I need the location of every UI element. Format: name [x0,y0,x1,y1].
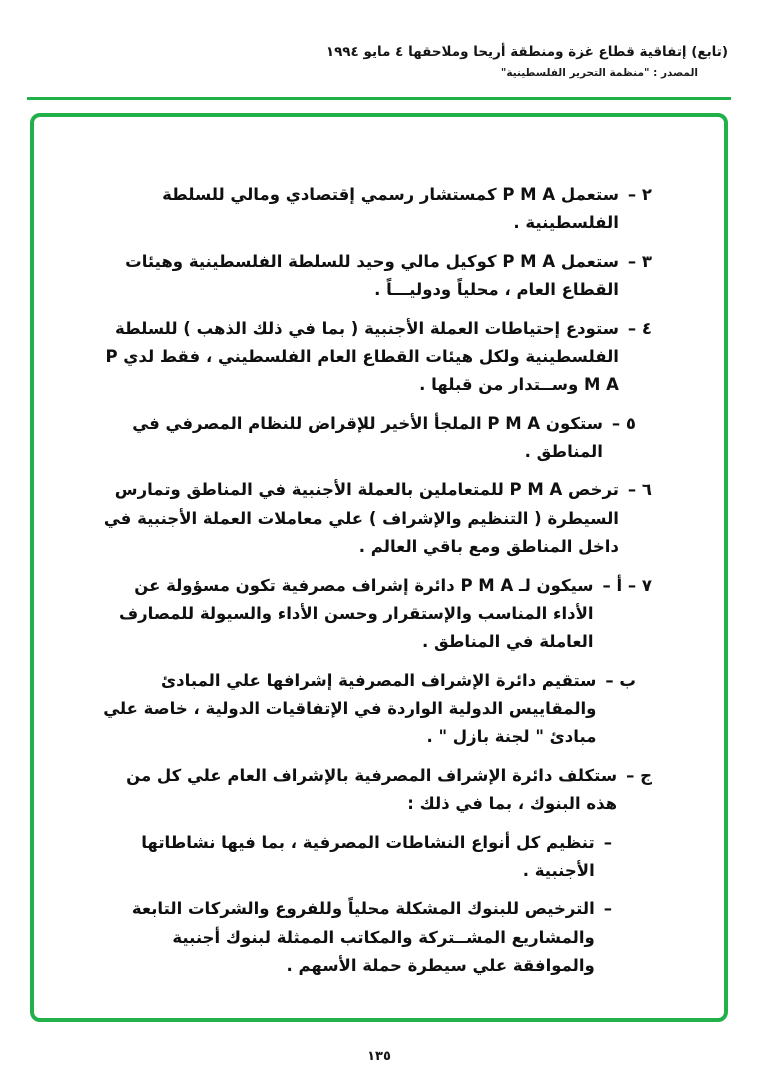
list-item [90,248,652,305]
item-marker: ٥ – [611,413,636,433]
item-text: تنظيم كل أنواع النشاطات المصرفية ، بما فيها نشاطاتها الأجنبية . [141,832,595,880]
item-marker: ج – [626,765,652,785]
item-marker: ب – [605,670,636,690]
bullet-dash: – [603,899,612,919]
item-text: ستودع إحتياطات العملة الأجنبية ( بما في ذلك الذهب ) للسلطة الفلسطينية ولكل هيئات القطاع العام الفلسطيني ، فقط لدي P M A وســتدار من قبلها . [105,318,619,395]
page-number: ١٣٥ [367,1049,391,1064]
document-header [30,44,728,79]
document-title: (تابع) إتفاقية قطاع غزة ومنطقة أريحا وملاحقها ٤ مايو ١٩٩٤ [325,44,728,60]
list-item [90,895,612,980]
item-marker: ٤ – [627,318,652,338]
item-marker: ٧ – أ – [602,575,652,595]
list-item [90,181,652,238]
item-text: الترخيص للبنوك المشكلة محلياً وللفروع والشركات التابعة والمشاريع المشــتركة والمكاتب الممثلة لبنوك أجنبية والموافقة علي سيطرة حملة الأسهم . [131,899,595,975]
list-item [90,410,636,467]
item-text: ستكلف دائرة الإشراف المصرفية بالإشراف العام علي كل من هذه البنوك ، بما في ذلك : [126,765,618,814]
item-text: ستعمل P M A كوكيل مالي وحيد للسلطة الفلسطينية وهيئات القطاع العام ، محلياً ودوليـــاً . [125,251,619,300]
item-text: ستكون P M A الملجأ الأخير للإقراض للنظام المصرفي في المناطق . [132,413,603,461]
item-marker: ٣ – [627,251,652,271]
document-source: المصدر : "منظمة التحرير الفلسطينية" [500,67,698,79]
header-divider [27,97,731,100]
list-item [90,762,652,819]
list-item [90,572,652,657]
item-marker: ٦ – [627,480,652,500]
item-text: ترخص P M A للمتعاملين بالعملة الأجنبية في المناطق وتمارس السيطرة ( التنظيم والإشراف ) علي معاملات العملة الأجنبية في داخل المناطق ومع باقي العالم . [103,480,619,557]
document-body [90,181,652,990]
list-item [90,829,612,886]
list-item [90,667,636,752]
content-border-box [30,113,728,1022]
item-text: سيكون لـ P M A دائرة إشراف مصرفية تكون مسؤولة عن الأداء المناسب والإستقرار وحسن الأداء والسيولة للمصارف العاملة في المناطق . [118,575,594,652]
list-item [90,315,652,400]
list-item [90,476,652,561]
item-text: ستعمل P M A كمستشار رسمي إقتصادي ومالي للسلطة الفلسطينية . [162,185,619,233]
bullet-dash: – [603,832,612,852]
item-marker: ٢ – [627,185,652,204]
item-text: ستقيم دائرة الإشراف المصرفية إشرافها علي المبادئ والمقاييس الدولية الواردة في الإتفاقيات الدولية ، خاصة علي مبادئ " لجنة بازل " . [103,670,597,747]
